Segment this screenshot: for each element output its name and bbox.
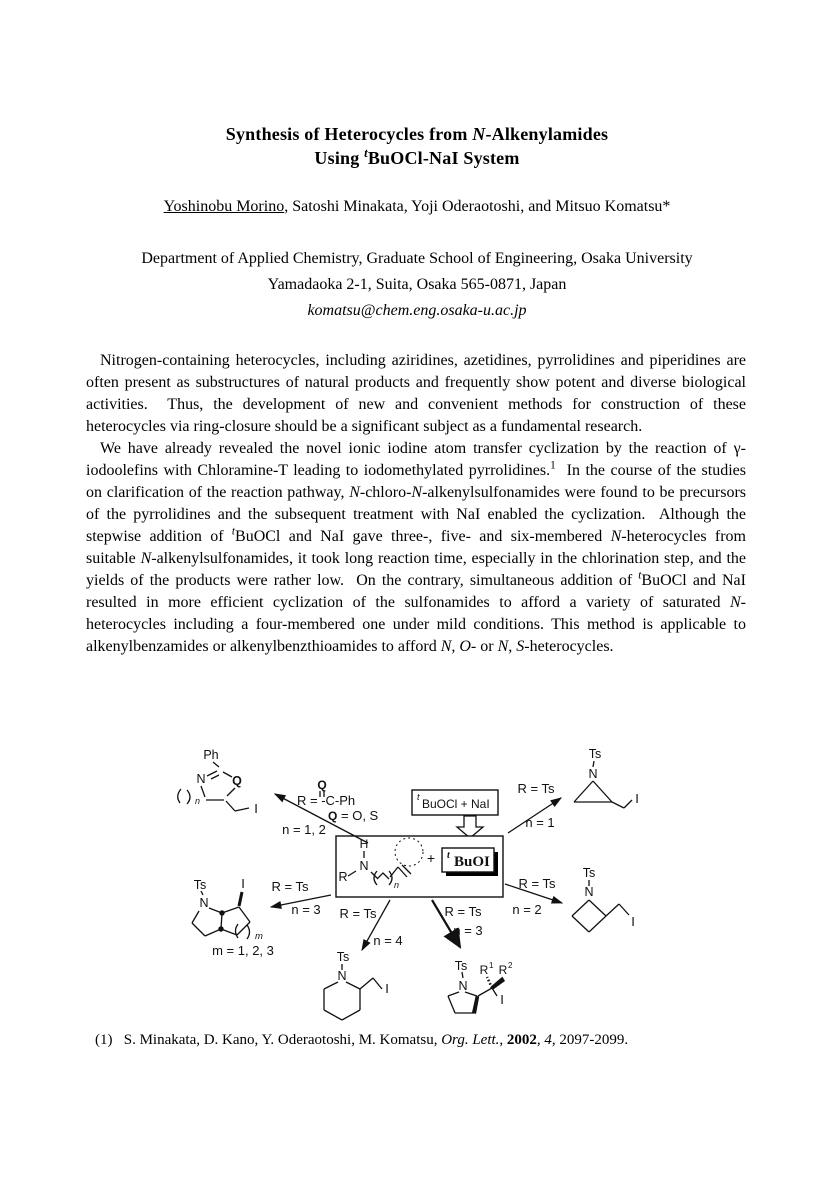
ring-nitrogen-label: N (588, 767, 598, 781)
condition-n-3: n = 3 (291, 902, 321, 917)
condition-r-acyl: R = -C-Ph (297, 793, 356, 808)
aziridine-conditions (508, 781, 561, 833)
condition-r-ts: R = Ts (271, 879, 309, 894)
bicyclic-structure (192, 876, 274, 958)
ring-nitrogen-label: N (199, 896, 209, 910)
paragraph-1: Nitrogen-containing heterocycles, including aziridines, azetidines, pyrrolidines and piperidines are often present as substructures of natural products and frequently show potent and diverse biological activities. Thus, the development of new and convenient methods for construction of these heterocycles via ring-closure should be a significant subject as a fundamental research. (86, 352, 746, 435)
affiliation-block (0, 246, 834, 324)
substrate-h-label: H (359, 837, 369, 851)
m-values-label: m = 1, 2, 3 (212, 943, 274, 958)
condition-n-1: n = 1 (525, 815, 555, 830)
azetidine-structure (572, 866, 635, 932)
aziridine-structure (574, 747, 639, 808)
pyrrolidine-structure (448, 959, 513, 1014)
abstract-body (86, 350, 746, 658)
r2-substituent-label: R (498, 963, 508, 977)
condition-n-3: n = 3 (453, 923, 483, 938)
reaction-scheme-figure (85, 733, 745, 1033)
piperidine-conditions (340, 900, 403, 950)
ring-q-heteroatom-label: Q (232, 774, 242, 788)
hollow-down-arrow-icon (457, 816, 483, 838)
title-line-1: Synthesis of Heterocycles from N-Alkenylamides (225, 124, 609, 144)
phenyl-label: Ph (203, 748, 219, 762)
piperidine-structure (324, 950, 389, 1020)
oxazoline-structure (178, 748, 258, 816)
substrate-box (336, 836, 503, 897)
product-superscript-t: t (447, 850, 450, 861)
r2-superscript: 2 (508, 961, 513, 970)
condition-q-equals: = O, S (341, 808, 379, 823)
plus-sign: + (426, 850, 436, 866)
substrate-chain-subscript: n (394, 880, 400, 890)
ring-nitrogen-label: N (196, 772, 206, 786)
affiliation-email: komatsu@chem.eng.osaka-u.ac.jp (307, 302, 527, 319)
ring-nitrogen-label: N (584, 885, 594, 899)
ring-nitrogen-label: N (337, 969, 347, 983)
author-line: Yoshinobu Morino, Satoshi Minakata, Yoji Oderaotoshi, and Mitsuo Komatsu* (163, 198, 671, 215)
condition-n-2: n = 2 (512, 902, 542, 917)
substrate-r-label: R (338, 870, 348, 884)
tosyl-label: Ts (336, 950, 350, 964)
iodine-label: I (635, 791, 639, 806)
tosyl-label: Ts (454, 959, 468, 973)
tosyl-label: Ts (588, 747, 602, 761)
substrate-n-label: N (359, 859, 369, 873)
condition-r-ts: R = Ts (518, 876, 556, 891)
reagent-label: BuOCl + NaI (422, 797, 490, 811)
condition-n-values: n = 1, 2 (282, 822, 326, 837)
reference-1: (1) S. Minakata, D. Kano, Y. Oderaotoshi, M. Komatsu, Org. Lett., 2002, 4, 2097-2099. (95, 1032, 629, 1048)
reagent-box (412, 790, 498, 815)
iodine-label: I (385, 981, 389, 996)
pyrrolidine-conditions (432, 900, 483, 947)
iodine-label: I (500, 992, 504, 1007)
condition-r-ts: R = Ts (444, 904, 482, 919)
title-line-2: Using $^t$BuOCl-NaI System (314, 146, 520, 168)
affiliation-department: Department of Applied Chemistry, Graduate School of Engineering, Osaka University (141, 250, 693, 267)
condition-r-ts: R = Ts (339, 906, 377, 921)
condition-q-top: Q (317, 778, 327, 792)
azetidine-conditions (505, 876, 562, 917)
iodine-label: I (631, 914, 635, 929)
oxazoline-conditions (275, 778, 379, 843)
condition-r-ts: R = Ts (517, 781, 555, 796)
tosyl-label: Ts (582, 866, 596, 880)
affiliation-address: Yamadaoka 2-1, Suita, Osaka 565-0871, Japan (267, 276, 567, 293)
product-tbuoi-label: BuOI (454, 854, 490, 870)
reagent-superscript-t: t (417, 792, 420, 802)
r1-superscript: 1 (489, 961, 494, 970)
ring-size-subscript-m: m (255, 931, 263, 942)
r1-substituent-label: R (479, 963, 489, 977)
iodine-label: I (254, 801, 258, 816)
bicyclic-conditions (271, 879, 331, 917)
tosyl-label: Ts (193, 878, 207, 892)
iodine-label: I (241, 876, 245, 891)
ring-nitrogen-label: N (458, 979, 468, 993)
paragraph-2: We have already revealed the novel ionic iodine atom transfer cyclization by the reaction of γ-iodoolefins with Chloramine-T leading to iodomethylated pyrrolidines.$^1$ In the course of the studies on clarification of the reaction pathway, N-chloro-N-alkenylsulfonamides were found to be precursors of the pyrrolidines and the subsequent treatment with NaI enabled the cyclization. Although the stepwise addition of $^t$BuOCl and NaI gave three-, five- and six-membered N-heterocycles from suitable N-alkenylsulfonamides, it took long reaction time, especially in the chlorination step, and the yields of the products were rather low. On the contrary, simultaneous addition of $^t$BuOCl and NaI resulted in more efficient cyclization of the sulfonamides to afford a variety of saturated N-heterocycles including a four-membered one under mild conditions. This method is applicable to alkenylbenzamides or alkenylbenzthioamides to afford N, O- or N, S-heterocycles. (86, 440, 747, 655)
ring-size-subscript: n (195, 796, 201, 806)
paper-title (0, 122, 834, 170)
condition-q-symbol: Q (328, 809, 338, 823)
condition-n-4: n = 4 (373, 933, 403, 948)
